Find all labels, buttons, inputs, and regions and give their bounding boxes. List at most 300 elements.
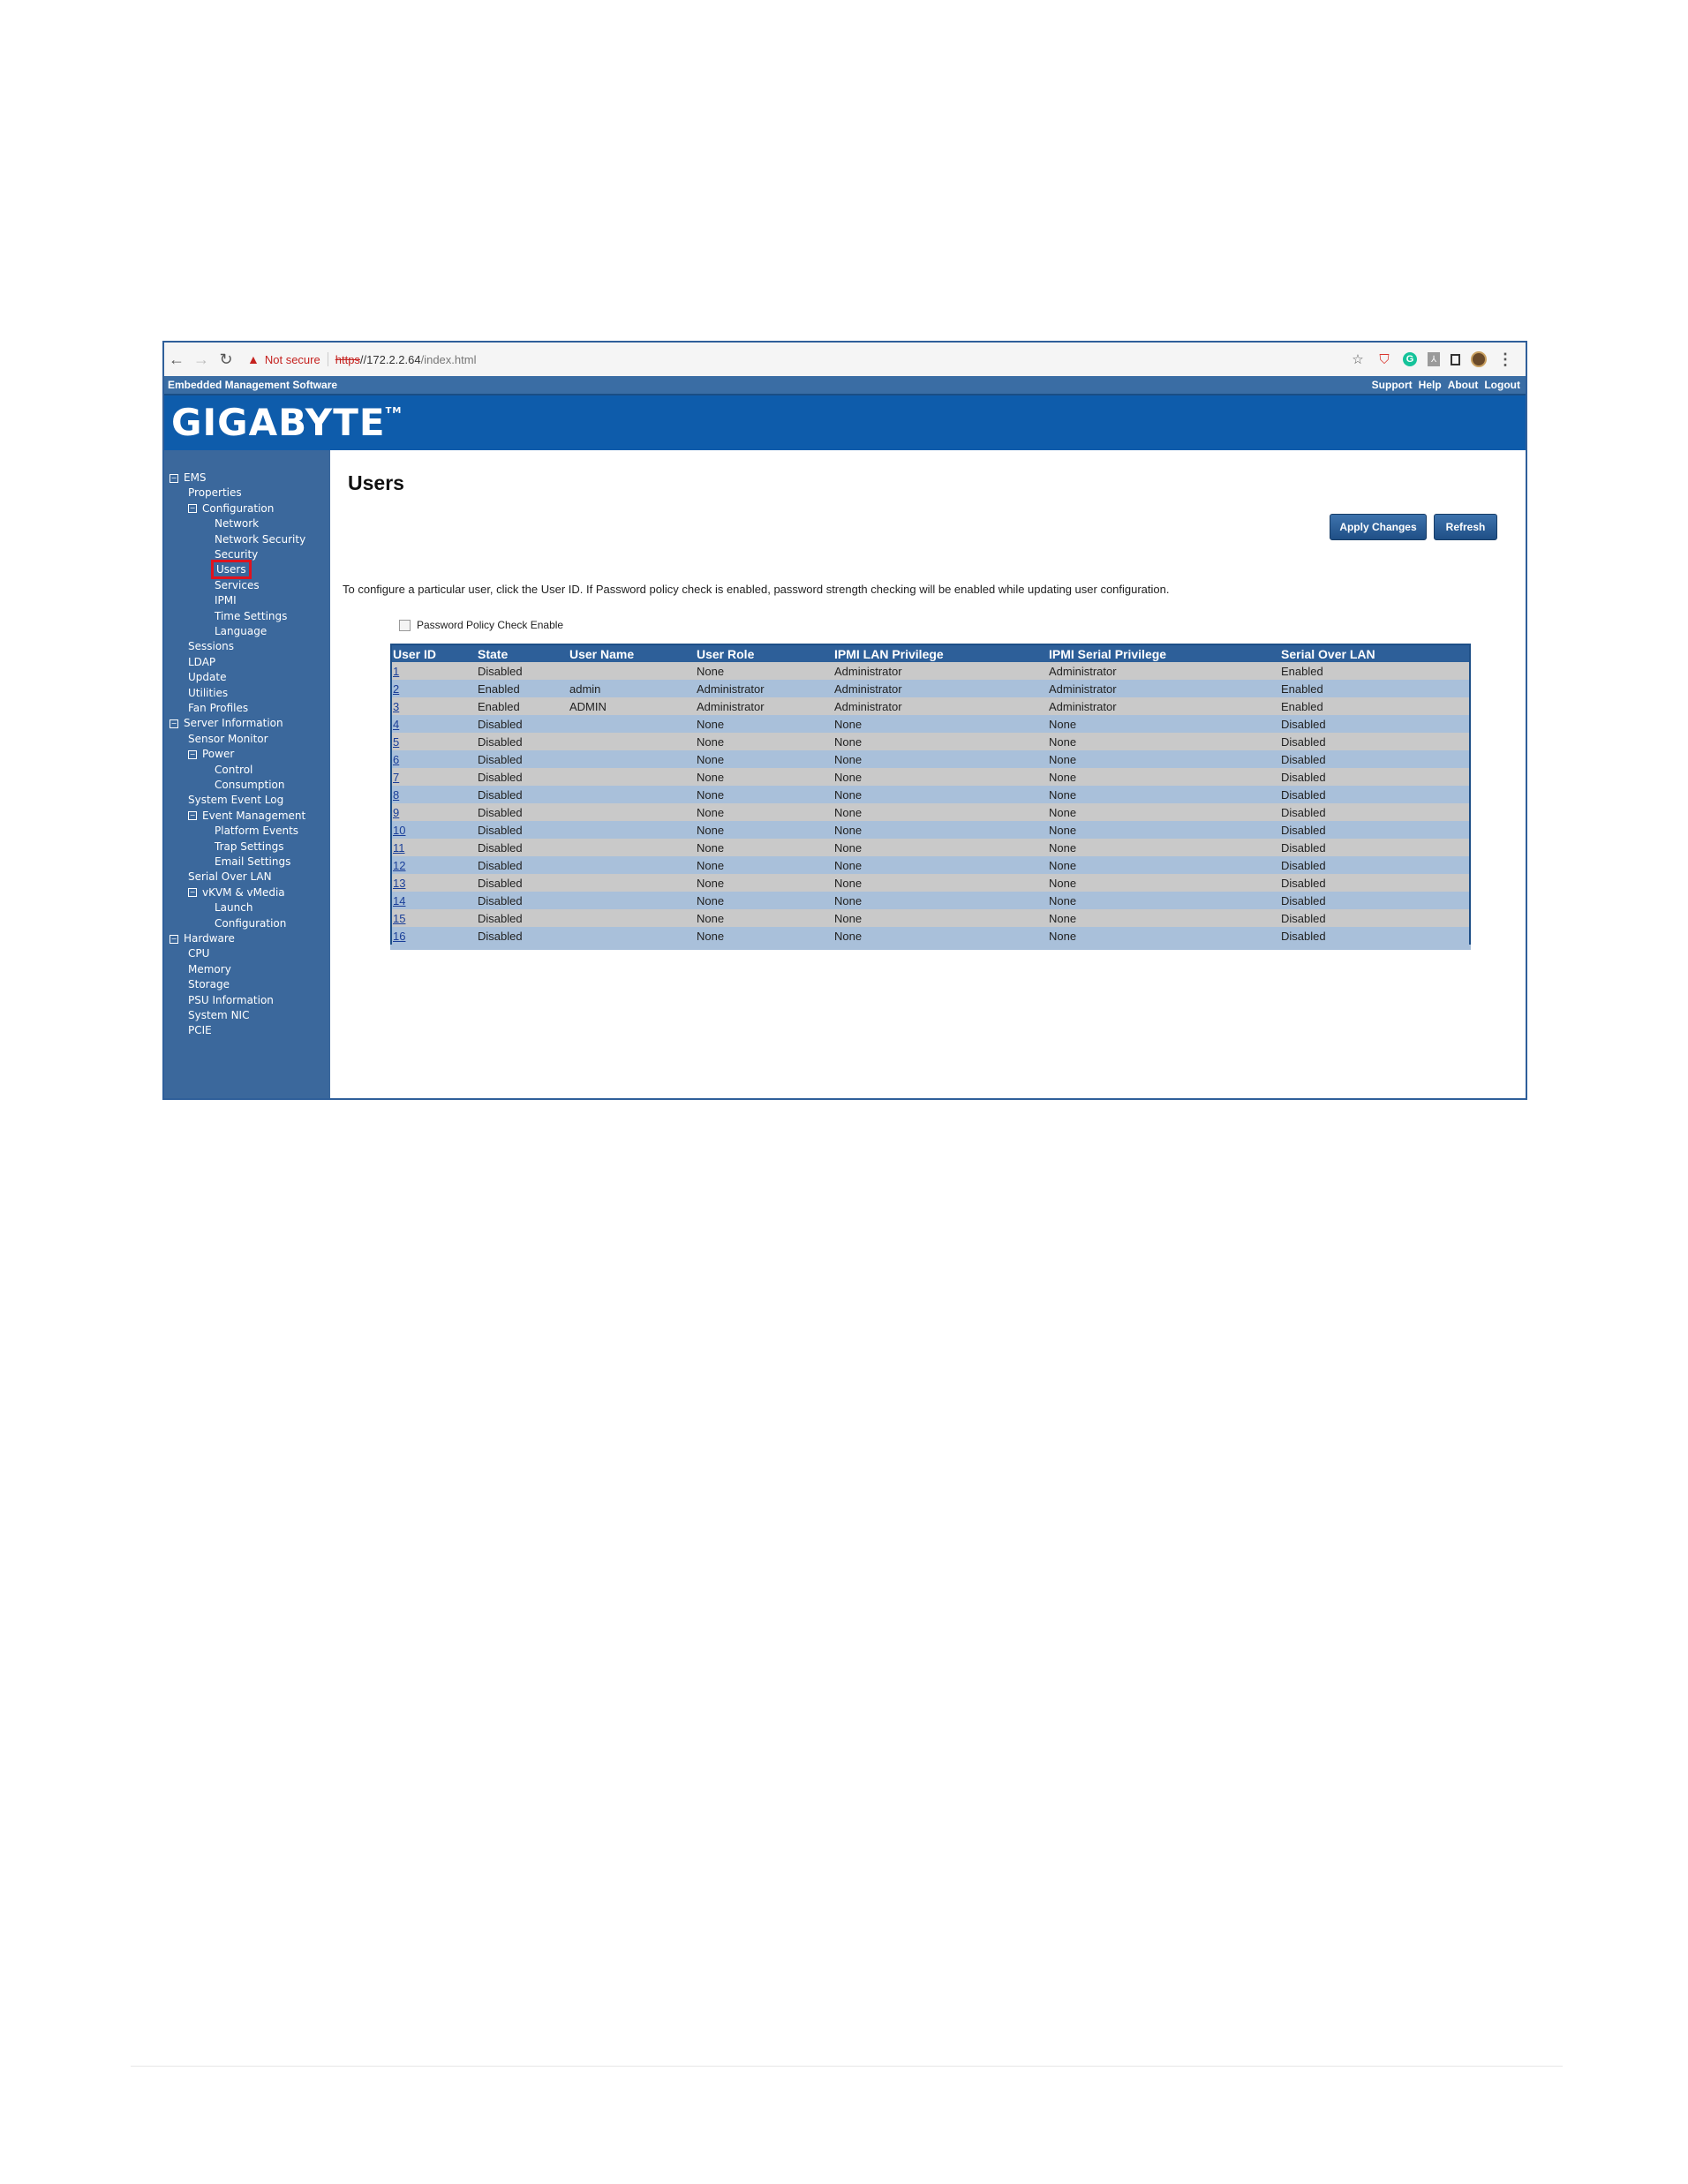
user-id-link[interactable]: 6 (393, 752, 400, 766)
user-id-link[interactable]: 5 (393, 734, 400, 749)
table-cell (696, 680, 833, 697)
expand-icon[interactable]: − (189, 749, 196, 758)
forward-icon[interactable]: → (193, 350, 209, 368)
sidebar-item-vkvm-vmedia[interactable] (188, 886, 285, 899)
sidebar-item-label: Event Management (202, 809, 306, 822)
cell-text: None (697, 664, 725, 678)
cell-text: None (834, 911, 863, 925)
sidebar-item-label: Time Settings (215, 609, 288, 622)
table-cell (569, 768, 696, 786)
cell-text: None (697, 770, 725, 784)
gigabyte-logo (171, 401, 402, 444)
cell-text: Administrator (834, 664, 902, 678)
table-cell (569, 821, 696, 839)
sidebar-item-power[interactable] (188, 748, 234, 760)
support-link[interactable]: Support (1371, 379, 1413, 391)
table-cell (569, 909, 696, 927)
browser-extensions (1350, 351, 1526, 367)
cell-text: Disabled (478, 911, 523, 925)
address-bar[interactable] (335, 353, 477, 366)
table-cell (833, 803, 1048, 821)
sidebar-item-pcie[interactable] (188, 1024, 212, 1036)
table-cell (569, 803, 696, 821)
sidebar-item-hardware[interactable] (170, 932, 235, 945)
table-cell (833, 750, 1048, 768)
user-id-link[interactable]: 7 (393, 770, 400, 784)
table-cell (1280, 768, 1470, 786)
shield-extension-icon[interactable]: ⛉ (1379, 351, 1390, 367)
table-cell (833, 786, 1048, 803)
table-row (391, 803, 1470, 821)
sidebar-item-properties[interactable] (188, 486, 242, 499)
table-cell (1280, 839, 1470, 856)
table-cell (391, 662, 477, 680)
password-policy-checkbox[interactable] (399, 620, 411, 631)
table-cell (391, 697, 477, 715)
cell-text: None (697, 823, 725, 837)
table-cell (569, 680, 696, 697)
sidebar-item-cpu[interactable] (188, 947, 209, 960)
table-cell (1280, 662, 1470, 680)
sidebar-item-label: Security (215, 548, 259, 561)
table-cell (696, 697, 833, 715)
table-cell (1280, 697, 1470, 715)
cell-text: Disabled (1281, 770, 1326, 784)
table-cell (477, 839, 569, 856)
cell-text: None (1049, 752, 1077, 766)
user-id-link[interactable]: 16 (393, 929, 406, 943)
table-cell (696, 750, 833, 768)
table-cell (1048, 856, 1280, 874)
sidebar-item-fan-profiles[interactable] (188, 702, 248, 714)
cell-text: Disabled (478, 823, 523, 837)
sidebar-nav (164, 450, 330, 1100)
table-cell (477, 874, 569, 892)
table-cell (833, 839, 1048, 856)
table-cell (391, 786, 477, 803)
sidebar-item-platform-events[interactable] (215, 825, 298, 837)
table-cell (477, 680, 569, 697)
table-cell (1280, 803, 1470, 821)
table-cell (833, 856, 1048, 874)
sidebar-item-label: Network (215, 517, 260, 531)
table-row (391, 927, 1470, 947)
sidebar-item-sensor-monitor[interactable] (188, 733, 268, 745)
table-cell (569, 892, 696, 909)
cell-text: Enabled (478, 682, 520, 696)
expand-icon[interactable]: − (189, 888, 196, 897)
table-cell (696, 786, 833, 803)
table-cell (477, 927, 569, 947)
sidebar-item-serial-over-lan[interactable] (188, 870, 272, 883)
table-cell (1048, 909, 1280, 927)
sidebar-item-ems[interactable] (170, 471, 207, 484)
table-row (391, 733, 1470, 750)
cell-text: None (834, 717, 863, 731)
table-row (391, 821, 1470, 839)
sidebar-item-psu-information[interactable] (188, 994, 274, 1006)
table-row (391, 786, 1470, 803)
user-id-link[interactable]: 11 (393, 840, 405, 855)
sidebar-item-label: Platform Events (215, 825, 299, 838)
pdf-extension-icon[interactable]: ⅄ (1428, 352, 1440, 366)
cell-text: Administrator (1049, 699, 1117, 713)
users-table-body (391, 662, 1470, 947)
cell-text: None (834, 770, 863, 784)
cell-text: None (1049, 929, 1077, 943)
table-cell (391, 768, 477, 786)
table-cell (833, 697, 1048, 715)
user-id-link[interactable]: 8 (393, 787, 400, 802)
cell-text: None (1049, 805, 1077, 819)
cell-text: None (834, 893, 863, 907)
table-cell (1048, 927, 1280, 947)
table-cell (696, 733, 833, 750)
sidebar-item-configuration[interactable] (188, 502, 274, 515)
cell-text: None (697, 734, 725, 749)
sidebar-item-label: Utilities (188, 686, 229, 699)
table-cell (391, 892, 477, 909)
sidebar-item-label: PSU Information (188, 993, 274, 1006)
table-cell (1048, 680, 1280, 697)
brand-banner (164, 394, 1526, 450)
table-cell (696, 874, 833, 892)
cell-text: Administrator (697, 699, 765, 713)
table-cell (391, 856, 477, 874)
cell-text: Disabled (478, 876, 523, 890)
cell-text: None (697, 717, 725, 731)
sidebar-item-label: EMS (184, 471, 207, 484)
cell-text: Disabled (478, 893, 523, 907)
cell-text: None (697, 752, 725, 766)
user-id-link[interactable]: 2 (393, 682, 400, 696)
sidebar-item-users[interactable] (215, 563, 248, 576)
user-id-link[interactable]: 9 (393, 805, 400, 819)
reload-icon[interactable]: ↻ (219, 350, 233, 368)
cell-text: Disabled (478, 752, 523, 766)
logo-text: GIGABYTE (171, 401, 386, 444)
cell-text: None (834, 840, 863, 855)
cell-text: Administrator (1049, 664, 1117, 678)
sidebar-item-event-management[interactable] (188, 810, 305, 822)
table-cell (1048, 662, 1280, 680)
cell-text: Enabled (478, 699, 520, 713)
expand-icon[interactable]: − (170, 934, 177, 943)
cell-text: Enabled (1281, 682, 1323, 696)
user-id-link[interactable]: 4 (393, 717, 400, 731)
expand-icon[interactable]: − (170, 473, 177, 482)
table-cell (833, 715, 1048, 733)
refresh-button[interactable]: Refresh (1434, 514, 1497, 540)
sidebar-item-utilities[interactable] (188, 687, 228, 699)
table-cell (391, 803, 477, 821)
sidebar-item-label: Hardware (184, 932, 235, 945)
table-cell (477, 662, 569, 680)
column-header-user-name: User Name (569, 644, 696, 662)
sidebar-item-ldap[interactable] (188, 656, 215, 668)
table-cell (833, 927, 1048, 947)
table-row (391, 750, 1470, 768)
sidebar-item-label: Network Security (215, 532, 306, 546)
sidebar-item-language[interactable] (215, 625, 267, 637)
sidebar-item-label: Control (215, 763, 253, 776)
logo-trademark: TM (385, 406, 403, 416)
app-strip-title: Embedded Management Software (168, 379, 338, 391)
sidebar-item-label: Configuration (215, 916, 287, 930)
sidebar-item-label: Memory (188, 962, 231, 975)
expand-icon[interactable]: − (189, 504, 196, 513)
cell-text: None (834, 858, 863, 872)
about-link[interactable]: About (1447, 379, 1479, 391)
table-cell (477, 909, 569, 927)
cell-text: None (834, 805, 863, 819)
table-cell (1048, 715, 1280, 733)
cell-text: Disabled (1281, 893, 1326, 907)
column-header-serial-over-lan: Serial Over LAN (1280, 644, 1470, 662)
sidebar-item-system-nic[interactable] (188, 1009, 249, 1021)
sidebar-item-label: CPU (188, 947, 210, 960)
sidebar-item-label: vKVM & vMedia (202, 885, 285, 899)
table-cell (477, 715, 569, 733)
cell-text: admin (569, 682, 601, 696)
password-policy-label: Password Policy Check Enable (417, 619, 564, 631)
sidebar-item-label: Trap Settings (215, 840, 284, 853)
sidebar-item-label: PCIE (188, 1024, 212, 1037)
apply-changes-button[interactable]: Apply Changes (1330, 514, 1427, 540)
cell-text: None (1049, 911, 1077, 925)
security-indicator[interactable] (247, 352, 320, 366)
url-path: /index.html (420, 352, 477, 366)
cell-text: Disabled (478, 805, 523, 819)
table-cell (569, 927, 696, 947)
menu-icon[interactable]: ⋮ (1497, 350, 1513, 368)
browser-toolbar (164, 343, 1526, 377)
cell-text: Disabled (478, 664, 523, 678)
column-header-user-id: User ID (391, 644, 477, 662)
table-cell (477, 856, 569, 874)
sidebar-item-label: Fan Profiles (188, 702, 249, 714)
table-cell (833, 662, 1048, 680)
square-extension-icon[interactable] (1451, 354, 1460, 365)
sidebar-item-label: Update (188, 671, 227, 684)
warning-icon: ▲ (247, 352, 260, 366)
cell-text: None (1049, 787, 1077, 802)
sidebar-item-memory[interactable] (188, 963, 231, 975)
table-cell (696, 768, 833, 786)
cell-text: None (834, 876, 863, 890)
logout-link[interactable]: Logout (1484, 379, 1520, 391)
users-table (390, 644, 1471, 950)
cell-text: None (834, 823, 863, 837)
cell-text: Disabled (478, 770, 523, 784)
table-cell (1280, 856, 1470, 874)
sidebar-item-label: Services (215, 578, 260, 591)
browser-window (162, 341, 1527, 1100)
table-cell (696, 927, 833, 947)
cell-text: None (697, 840, 725, 855)
cell-text: Disabled (478, 929, 523, 943)
sidebar-item-storage[interactable] (188, 978, 230, 990)
table-cell (833, 821, 1048, 839)
url-protocol: https (335, 352, 360, 366)
table-header-row (391, 644, 1470, 662)
cell-text: Enabled (1281, 699, 1323, 713)
main-content (330, 450, 1526, 1098)
table-cell (391, 909, 477, 927)
table-cell (477, 733, 569, 750)
table-cell (696, 839, 833, 856)
sidebar-item-update[interactable] (188, 671, 226, 683)
sidebar-item-network[interactable] (215, 517, 259, 530)
table-cell (391, 821, 477, 839)
sidebar-item-label: Serial Over LAN (188, 870, 272, 884)
cell-text: None (697, 787, 725, 802)
table-cell (696, 803, 833, 821)
cell-text: None (697, 805, 725, 819)
table-cell (477, 786, 569, 803)
grammarly-icon[interactable]: G (1403, 352, 1417, 366)
table-cell (569, 733, 696, 750)
sidebar-item-email-settings[interactable] (215, 855, 290, 868)
cell-text: None (1049, 893, 1077, 907)
cell-text: None (834, 734, 863, 749)
user-id-link[interactable]: 14 (393, 893, 406, 907)
cell-text: Administrator (834, 682, 902, 696)
sidebar-item-label: Configuration (202, 501, 275, 515)
cell-text: None (697, 911, 725, 925)
table-cell (833, 733, 1048, 750)
expand-icon[interactable]: − (189, 811, 196, 820)
table-cell (833, 768, 1048, 786)
table-cell (1280, 680, 1470, 697)
cell-text: None (697, 893, 725, 907)
cell-text: None (1049, 876, 1077, 890)
cell-text: Disabled (1281, 717, 1326, 731)
table-cell (696, 892, 833, 909)
cell-text: Disabled (1281, 911, 1326, 925)
column-header-state: State (477, 644, 569, 662)
sidebar-item-network-security[interactable] (215, 533, 305, 546)
cell-text: Disabled (1281, 929, 1326, 943)
table-cell (391, 927, 477, 947)
expand-icon[interactable]: − (170, 719, 177, 727)
sidebar-item-label: Users (216, 563, 246, 576)
table-cell (696, 715, 833, 733)
sidebar-item-server-information[interactable] (170, 717, 283, 729)
user-id-link[interactable]: 12 (393, 858, 406, 872)
table-row (391, 662, 1470, 680)
table-cell (1280, 927, 1470, 947)
sidebar-item-label: IPMI (215, 594, 237, 607)
sidebar-item-label: Server Information (184, 717, 283, 730)
table-cell (696, 662, 833, 680)
table-cell (1280, 909, 1470, 927)
sidebar-item-trap-settings[interactable] (215, 840, 284, 853)
table-cell (391, 680, 477, 697)
user-id-link[interactable]: 13 (393, 876, 406, 890)
sidebar-item-label: Properties (188, 486, 242, 500)
star-icon[interactable]: ☆ (1352, 352, 1364, 367)
table-row (391, 856, 1470, 874)
sidebar-item-time-settings[interactable] (215, 610, 287, 622)
security-text: Not secure (264, 352, 320, 366)
table-cell (833, 680, 1048, 697)
table-cell (569, 715, 696, 733)
user-id-link[interactable]: 1 (393, 664, 400, 678)
sidebar-item-label: System Event Log (188, 794, 284, 807)
sidebar-item-launch[interactable] (215, 901, 252, 914)
table-cell (477, 803, 569, 821)
sidebar-item-system-event-log[interactable] (188, 794, 283, 806)
user-id-link[interactable]: 3 (393, 699, 400, 713)
table-cell (1280, 821, 1470, 839)
table-cell (477, 892, 569, 909)
table-cell (696, 856, 833, 874)
cell-text: Disabled (478, 858, 523, 872)
table-cell (569, 839, 696, 856)
cell-text: Disabled (1281, 840, 1326, 855)
table-cell (1280, 733, 1470, 750)
user-id-link[interactable]: 10 (393, 823, 406, 837)
cell-text: None (1049, 717, 1077, 731)
cell-text: ADMIN (569, 699, 607, 713)
sidebar-item-label: Consumption (215, 779, 285, 791)
cell-text: Disabled (1281, 805, 1326, 819)
table-row (391, 697, 1470, 715)
sidebar-item-services[interactable] (215, 579, 260, 591)
table-row (391, 839, 1470, 856)
sidebar-item-security[interactable] (215, 548, 258, 561)
table-cell (477, 697, 569, 715)
sidebar-item-ipmi[interactable] (215, 594, 237, 606)
table-cell (1280, 786, 1470, 803)
cell-text: Disabled (1281, 752, 1326, 766)
table-cell (1048, 874, 1280, 892)
table-cell (1048, 768, 1280, 786)
table-row (391, 874, 1470, 892)
table-cell (833, 874, 1048, 892)
cell-text: Disabled (1281, 787, 1326, 802)
back-icon[interactable]: ← (169, 350, 185, 368)
sidebar-item-configuration[interactable] (215, 917, 286, 930)
cell-text: Disabled (478, 734, 523, 749)
column-header-user-role: User Role (696, 644, 833, 662)
sidebar-item-label: System NIC (188, 1009, 250, 1021)
cell-text: Disabled (1281, 823, 1326, 837)
sidebar-item-label: Sessions (188, 640, 235, 653)
cell-text: None (1049, 770, 1077, 784)
user-id-link[interactable]: 15 (393, 911, 406, 925)
page-footer-rule (131, 2066, 1563, 2067)
table-cell (1280, 874, 1470, 892)
cell-text: Disabled (478, 717, 523, 731)
table-cell (1048, 697, 1280, 715)
avatar-icon[interactable] (1471, 351, 1487, 367)
column-header-ipmi-serial-privilege: IPMI Serial Privilege (1048, 644, 1280, 662)
table-cell (1048, 750, 1280, 768)
table-cell (477, 768, 569, 786)
sidebar-item-control[interactable] (215, 764, 252, 776)
sidebar-item-label: Power (202, 748, 235, 761)
sidebar-item-sessions[interactable] (188, 640, 234, 652)
table-cell (391, 715, 477, 733)
table-cell (1048, 786, 1280, 803)
help-link[interactable]: Help (1418, 379, 1442, 391)
cell-text: None (1049, 734, 1077, 749)
sidebar-item-consumption[interactable] (215, 779, 284, 791)
header-links (1372, 379, 1526, 391)
table-cell (569, 856, 696, 874)
